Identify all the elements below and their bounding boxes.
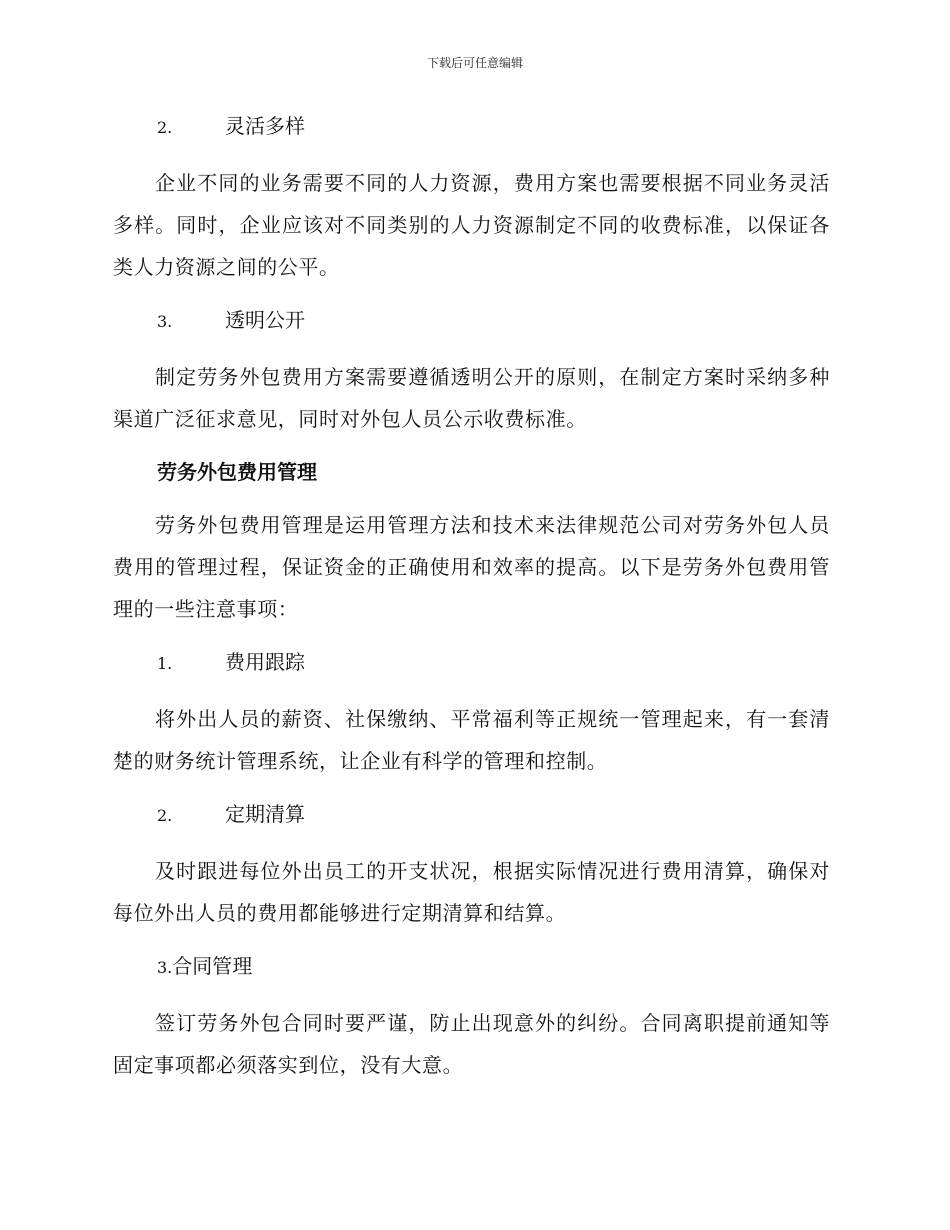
list-item-number: 3. [157,958,173,977]
section-heading: 劳务外包费用管理 [157,460,317,484]
list-item-title: 合同管理 [172,954,253,978]
list-item-heading [157,644,830,682]
paragraph: 劳务外包费用管理是运用管理方法和技术来法律规范公司对劳务外包人员费用的管理过程，保证资金的正确使用和效率的提高。以下是劳务外包费用管理的一些注意事项： [113,513,830,621]
paragraph: 将外出人员的薪资、社保缴纳、平常福利等正规统一管理起来，有一套清楚的财务统计管理系统，让企业有科学的管理和控制。 [113,707,830,773]
list-item-heading [157,796,830,834]
list-item-title: 费用跟踪 [225,650,305,674]
paragraph: 签订劳务外包合同时要严谨，防止出现意外的纠纷。合同离职提前通知等固定事项都必须落实到位，没有大意。 [113,1011,830,1077]
list-item-heading [157,948,830,986]
paragraph: 企业不同的业务需要不同的人力资源，费用方案也需要根据不同业务灵活多样。同时，企业应该对不同类别的人力资源制定不同的收费标准，以保证各类人力资源之间的公平。 [113,171,830,279]
list-item-number: 3. [157,312,173,331]
list-item-title: 透明公开 [225,308,305,332]
paragraph: 及时跟进每位外出员工的开支状况，根据实际情况进行费用清算，确保对每位外出人员的费用都能够进行定期清算和结算。 [113,859,830,925]
list-item-title: 灵活多样 [225,114,305,138]
list-item-heading [157,108,830,146]
list-item-title: 定期清算 [225,802,305,826]
list-item-number: 2. [157,118,173,137]
list-item-number: 1. [157,654,173,673]
list-item-number: 2. [157,806,173,825]
list-item-heading [157,302,830,340]
paragraph: 制定劳务外包费用方案需要遵循透明公开的原则，在制定方案时采纳多种渠道广泛征求意见，同时对外包人员公示收费标准。 [113,365,830,431]
page-header: 下载后可任意编辑 [426,56,523,70]
document-body [113,108,830,1100]
